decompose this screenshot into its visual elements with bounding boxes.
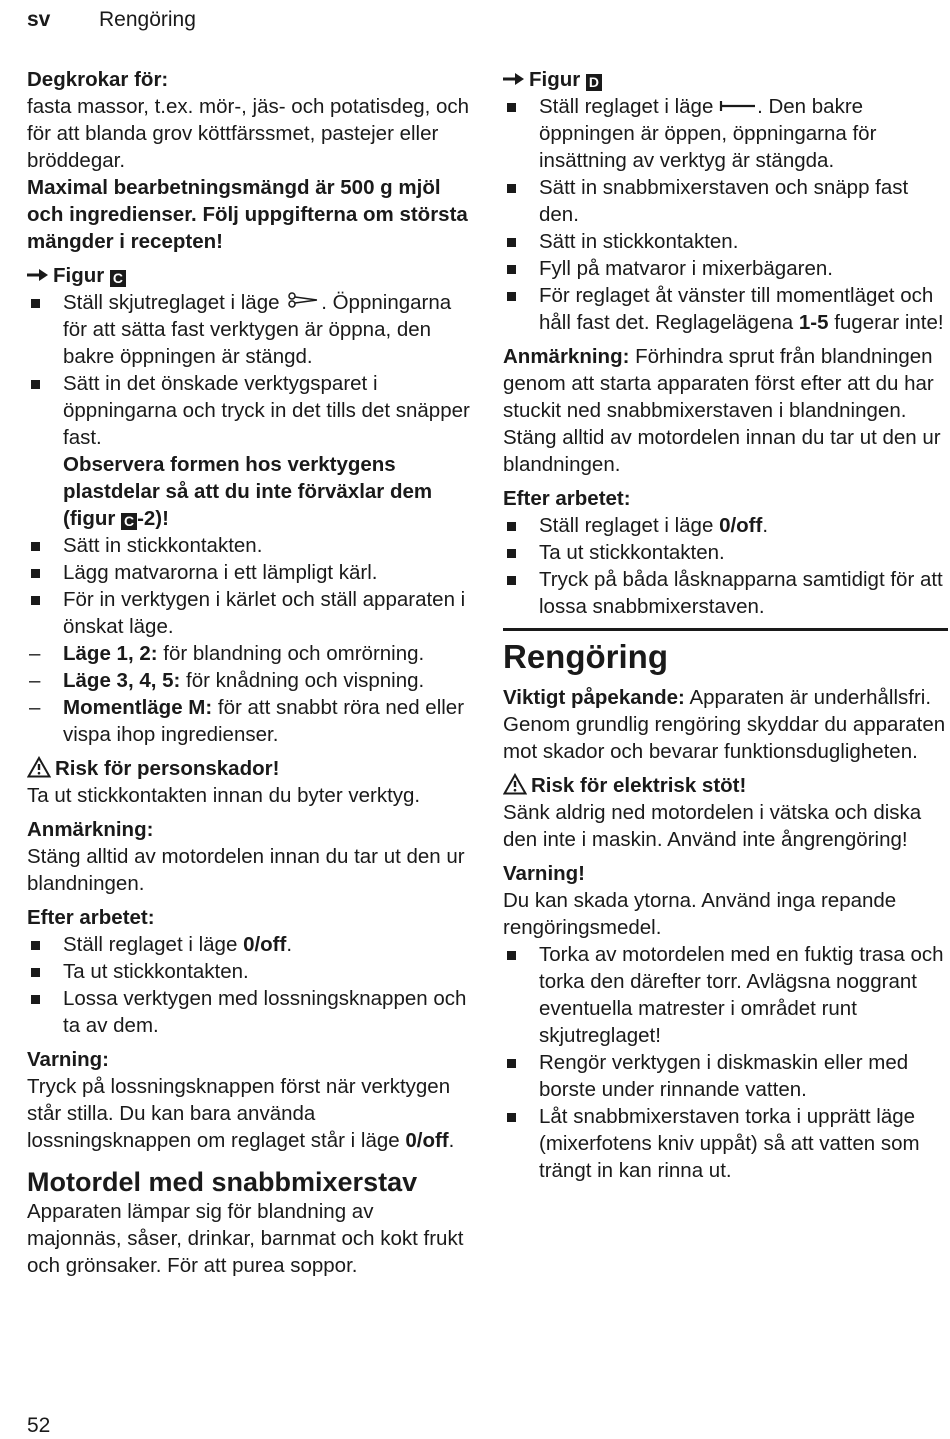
page-header xyxy=(27,6,196,33)
right-column xyxy=(503,66,948,1184)
blender-position-icon xyxy=(719,93,757,120)
warning-text: Tryck på lossningsknappen först när verktygen står stilla. Du kan bara använda lossningsknappen om reglaget står i läge 0/off. xyxy=(27,1075,455,1152)
list-item: Ta ut stickkontakten. xyxy=(503,539,948,566)
list-item: Ställ reglaget i läge 0/off. xyxy=(503,512,948,539)
rengoring-heading: Rengöring xyxy=(503,628,948,677)
note-text: Anmärkning: Förhindra sprut från blandningen genom att starta apparaten först efter att du har stuckit ned snabbmixerstaven i blandningen. Stäng alltid av motordelen innan du tar ut den ur blandningen. xyxy=(503,345,941,476)
risk-heading: Risk för elektrisk stöt! xyxy=(503,772,948,799)
figure-label: Figur xyxy=(529,68,581,91)
position-symbol-icon xyxy=(285,289,321,316)
list-item: Lägg matvarorna i ett lämpligt kärl. xyxy=(27,559,472,586)
dash-item: – Momentläge M: för att snabbt röra ned eller vispa ihop ingredienser. xyxy=(27,694,472,748)
note-text: Stäng alltid av motordelen innan du tar ut den ur blandningen. xyxy=(27,845,465,895)
risk-text: Sänk aldrig ned motordelen i vätska och diska den inte i maskin. Använd inte ångrengöring! xyxy=(503,801,922,851)
figure-letter-c: C xyxy=(121,513,137,530)
section-name: Rengöring xyxy=(99,8,196,31)
figure-c-reference xyxy=(27,262,472,289)
list-item: Sätt in stickkontakten. xyxy=(27,532,472,559)
list-item: Lossa verktygen med lossningsknappen och ta av dem. xyxy=(27,985,472,1039)
list-item: Ställ reglaget i läge . Den bakre öppningen är öppen, öppningarna för insättning av verktyg är stängda. xyxy=(503,93,948,174)
important-note: Viktigt påpekande: Apparaten är underhållsfri. Genom grundlig rengöring skyddar du apparaten mot skador och bevarar funktionsdugligheten. xyxy=(503,686,946,763)
risk-heading: Risk för personskador! xyxy=(27,755,472,782)
warning-heading: Varning! xyxy=(503,862,586,885)
list-item: Sätt in snabbmixerstaven och snäpp fast den. xyxy=(503,174,948,228)
list-item: Sätt in det önskade verktygsparet i öppningarna och tryck in det tills det snäpper fast. xyxy=(27,370,472,451)
list-item: Torka av motordelen med en fuktig trasa och torka den därefter torr. Avlägsna noggrant eventuella matrester i området runt skjutreglaget! xyxy=(503,941,948,1049)
list-item: Ställ reglaget i läge 0/off. xyxy=(27,931,472,958)
note-heading: Anmärkning: xyxy=(27,818,154,841)
warning-triangle-icon xyxy=(503,773,527,795)
list-item: Låt snabbmixerstaven torka i upprätt läge (mixerfotens kniv uppåt) så att vatten som trängt in kan rinna ut. xyxy=(503,1103,948,1184)
risk-text: Ta ut stickkontakten innan du byter verktyg. xyxy=(27,784,421,807)
page-number: 52 xyxy=(27,1414,51,1437)
list-item: För reglaget åt vänster till momentläget och håll fast det. Reglagelägena 1-5 fugerar inte! xyxy=(503,282,948,336)
left-column xyxy=(27,66,472,1279)
figure-letter-c: C xyxy=(110,270,126,287)
figure-d-reference xyxy=(503,66,948,93)
warning-text: Du kan skada ytorna. Använd inga repande rengöringsmedel. xyxy=(503,889,897,939)
list-item: Fyll på matvaror i mixerbägaren. xyxy=(503,255,948,282)
list-item: För in verktygen i kärlet och ställ apparaten i önskat läge. xyxy=(27,586,472,640)
motordel-heading: Motordel med snabbmixerstav xyxy=(27,1167,418,1197)
list-item: Tryck på båda låsknapparna samtidigt för att lossa snabbmixerstaven. xyxy=(503,566,948,620)
motordel-text: Apparaten lämpar sig för blandning av majonnäs, såser, drinkar, barnmat och kokt frukt och grönsaker. För att purea soppor. xyxy=(27,1200,464,1277)
figure-letter-d: D xyxy=(586,74,602,91)
language-code: sv xyxy=(27,8,51,31)
arrow-right-icon xyxy=(503,66,529,93)
degkrokar-title: Degkrokar för: xyxy=(27,68,169,91)
list-item: Sätt in stickkontakten. xyxy=(503,228,948,255)
after-work-heading: Efter arbetet: xyxy=(27,906,155,929)
list-item: Ställ skjutreglaget i läge . Öppningarna för att sätta fast verktygen är öppna, den bakre öppningen är stängd. xyxy=(27,289,472,370)
degkrokar-text: fasta massor, t.ex. mör-, jäs- och potatisdeg, och för att blanda grov köttfärssmet, pastejer eller bröddegar. xyxy=(27,95,470,172)
figure-label: Figur xyxy=(53,264,105,287)
warning-heading: Varning: xyxy=(27,1048,110,1071)
list-item: Rengör verktygen i diskmaskin eller med borste under rinnande vatten. xyxy=(503,1049,948,1103)
list-item: Ta ut stickkontakten. xyxy=(27,958,472,985)
after-work-heading: Efter arbetet: xyxy=(503,487,631,510)
warning-triangle-icon xyxy=(27,756,51,778)
observera-note: Observera formen hos verktygens plastdelar så att du inte förväxlar dem (figur C -2)! xyxy=(63,453,433,530)
arrow-right-icon xyxy=(27,262,53,289)
dash-item: – Läge 3, 4, 5: för knådning och vispning. xyxy=(27,667,472,694)
dash-item: – Läge 1, 2: för blandning och omrörning. xyxy=(27,640,472,667)
max-amount-note: Maximal bearbetningsmängd är 500 g mjöl och ingredienser. Följ uppgifterna om största mängder i recepten! xyxy=(27,176,468,253)
